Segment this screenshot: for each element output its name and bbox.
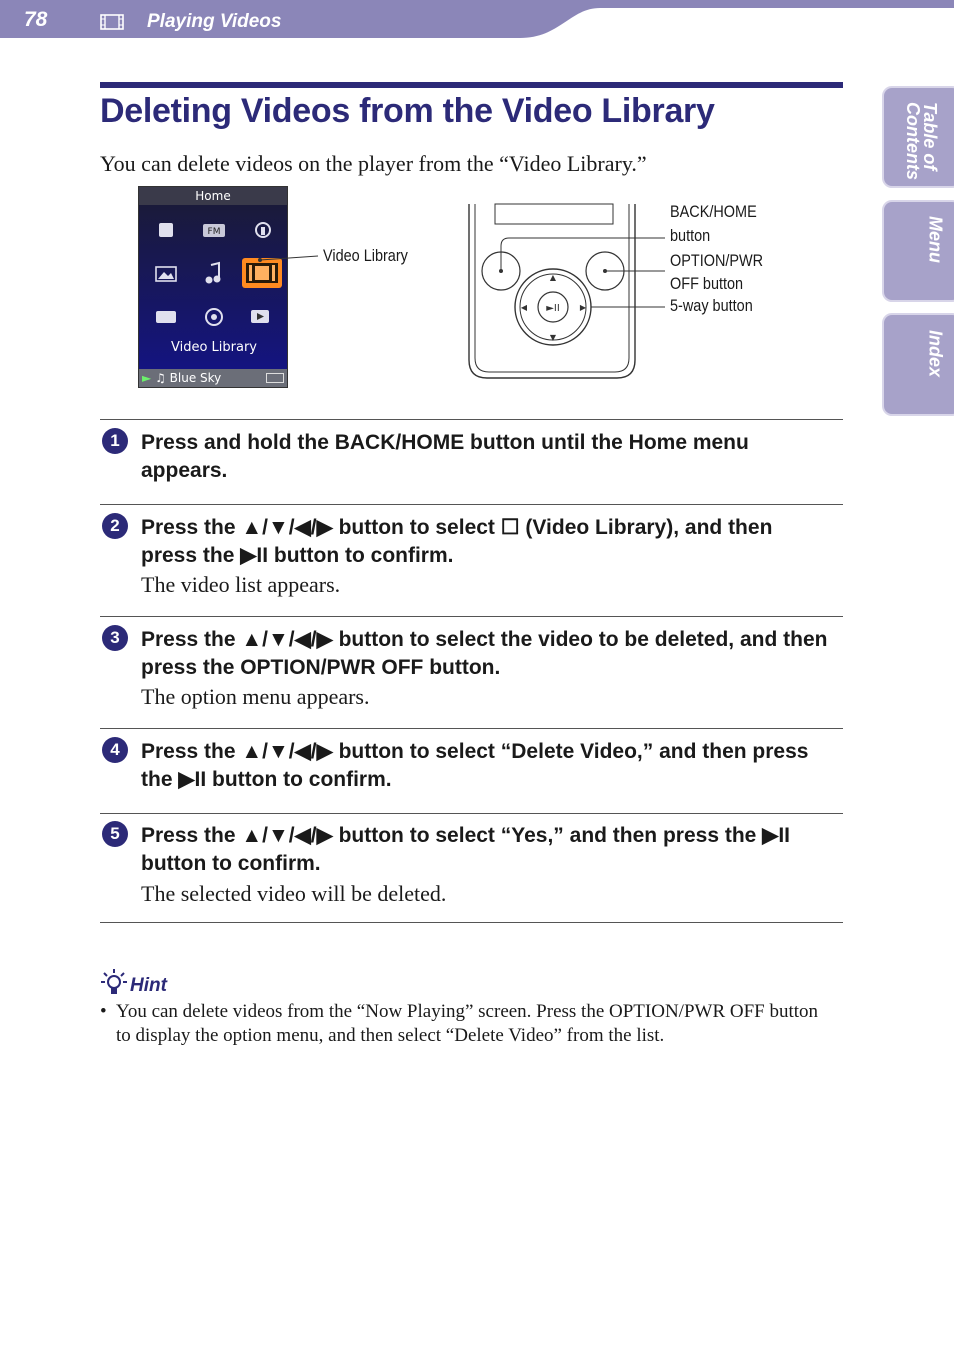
option-callout-line1: OPTION/PWR	[670, 251, 764, 270]
video-library-callout: Video Library	[323, 246, 408, 265]
title-rule	[100, 82, 843, 88]
svg-text:▼: ▼	[549, 333, 557, 342]
section-title: Playing Videos	[147, 11, 282, 32]
step-3-instruction: Press the ▲/▼/◀/▶ button to select the video to be deleted, and then press the OPTION/PWR OFF button.	[141, 628, 828, 679]
option-callout-line2: OFF button	[670, 274, 744, 293]
now-playing-title: Blue Sky	[169, 371, 222, 385]
tab-table-of-contents[interactable]	[882, 86, 954, 188]
tab-menu[interactable]	[882, 200, 954, 302]
screen-caption: Video Library	[170, 340, 257, 355]
step-divider	[100, 419, 843, 420]
step-number-2: 2	[102, 513, 128, 539]
fm-radio-icon	[203, 224, 225, 237]
svg-text:▲: ▲	[549, 273, 557, 282]
tab-menu-label: Menu	[925, 216, 946, 263]
step-number-5: 5	[102, 821, 128, 847]
tab-index[interactable]	[882, 313, 954, 416]
back-home-callout-line2: button	[670, 226, 711, 245]
svg-text:►II: ►II	[546, 303, 560, 314]
home-menu-icons	[139, 187, 287, 387]
back-home-callout-line1: BACK/HOME	[670, 202, 757, 221]
hint-label: Hint	[130, 975, 167, 996]
step-5-result: The selected video will be deleted.	[141, 881, 447, 906]
step-divider	[100, 616, 843, 617]
step-5-instruction: Press the ▲/▼/◀/▶ button to select “Yes,” and then press the ▶II button to confirm.	[141, 824, 790, 875]
step-divider	[100, 813, 843, 814]
svg-text:◀: ◀	[520, 303, 528, 312]
step-1-instruction: Press and hold the BACK/HOME button until the Home menu appears.	[141, 431, 749, 482]
svg-text:▶: ▶	[579, 303, 587, 312]
five-way-callout: 5-way button	[670, 296, 753, 315]
step-divider	[100, 504, 843, 505]
battery-icon	[266, 373, 284, 383]
hint-text	[100, 1000, 820, 1048]
step-4-instruction: Press the ▲/▼/◀/▶ button to select “Delete Video,” and then press the ▶II button to confirm.	[141, 740, 809, 791]
tab-index-label: Index	[925, 329, 946, 377]
tab-toc-label: Table of Contents	[903, 102, 940, 180]
player-device-illustration	[465, 202, 665, 382]
step-number-4: 4	[102, 737, 128, 763]
lightbulb-icon	[100, 968, 128, 1002]
header-bar-shape	[0, 0, 954, 40]
music-note-icon: ♫	[155, 371, 166, 385]
playlist-icon	[251, 310, 269, 323]
page-title: Deleting Videos from the Video Library	[100, 92, 715, 130]
hint-body: You can delete videos from the “Now Playing” screen. Press the OPTION/PWR OFF button to display the option menu, and then select “Delete Video” from the list.	[116, 1001, 819, 1046]
settings-icon	[156, 311, 176, 323]
svg-text:FM: FM	[207, 227, 221, 237]
podcast-icon	[159, 223, 173, 237]
screen-status-bar	[139, 369, 287, 387]
play-status-icon: ►	[142, 371, 152, 385]
home-menu-screen	[138, 186, 288, 388]
hint-bullet: •	[100, 1001, 107, 1022]
page-header	[0, 0, 954, 40]
step-number-3: 3	[102, 625, 128, 651]
step-number-1: 1	[102, 428, 128, 454]
screen-header: Home	[139, 187, 287, 205]
step-divider	[100, 728, 843, 729]
step-2-instruction: Press the ▲/▼/◀/▶ button to select ☐ (Video Library), and then press the ▶II button to confirm.	[141, 516, 773, 567]
step-3-result: The option menu appears.	[141, 684, 370, 709]
intro-text: You can delete videos on the player from the “Video Library.”	[100, 151, 647, 176]
step-2-result: The video list appears.	[141, 572, 341, 597]
page-number: 78	[24, 8, 48, 31]
step-divider	[100, 922, 843, 923]
